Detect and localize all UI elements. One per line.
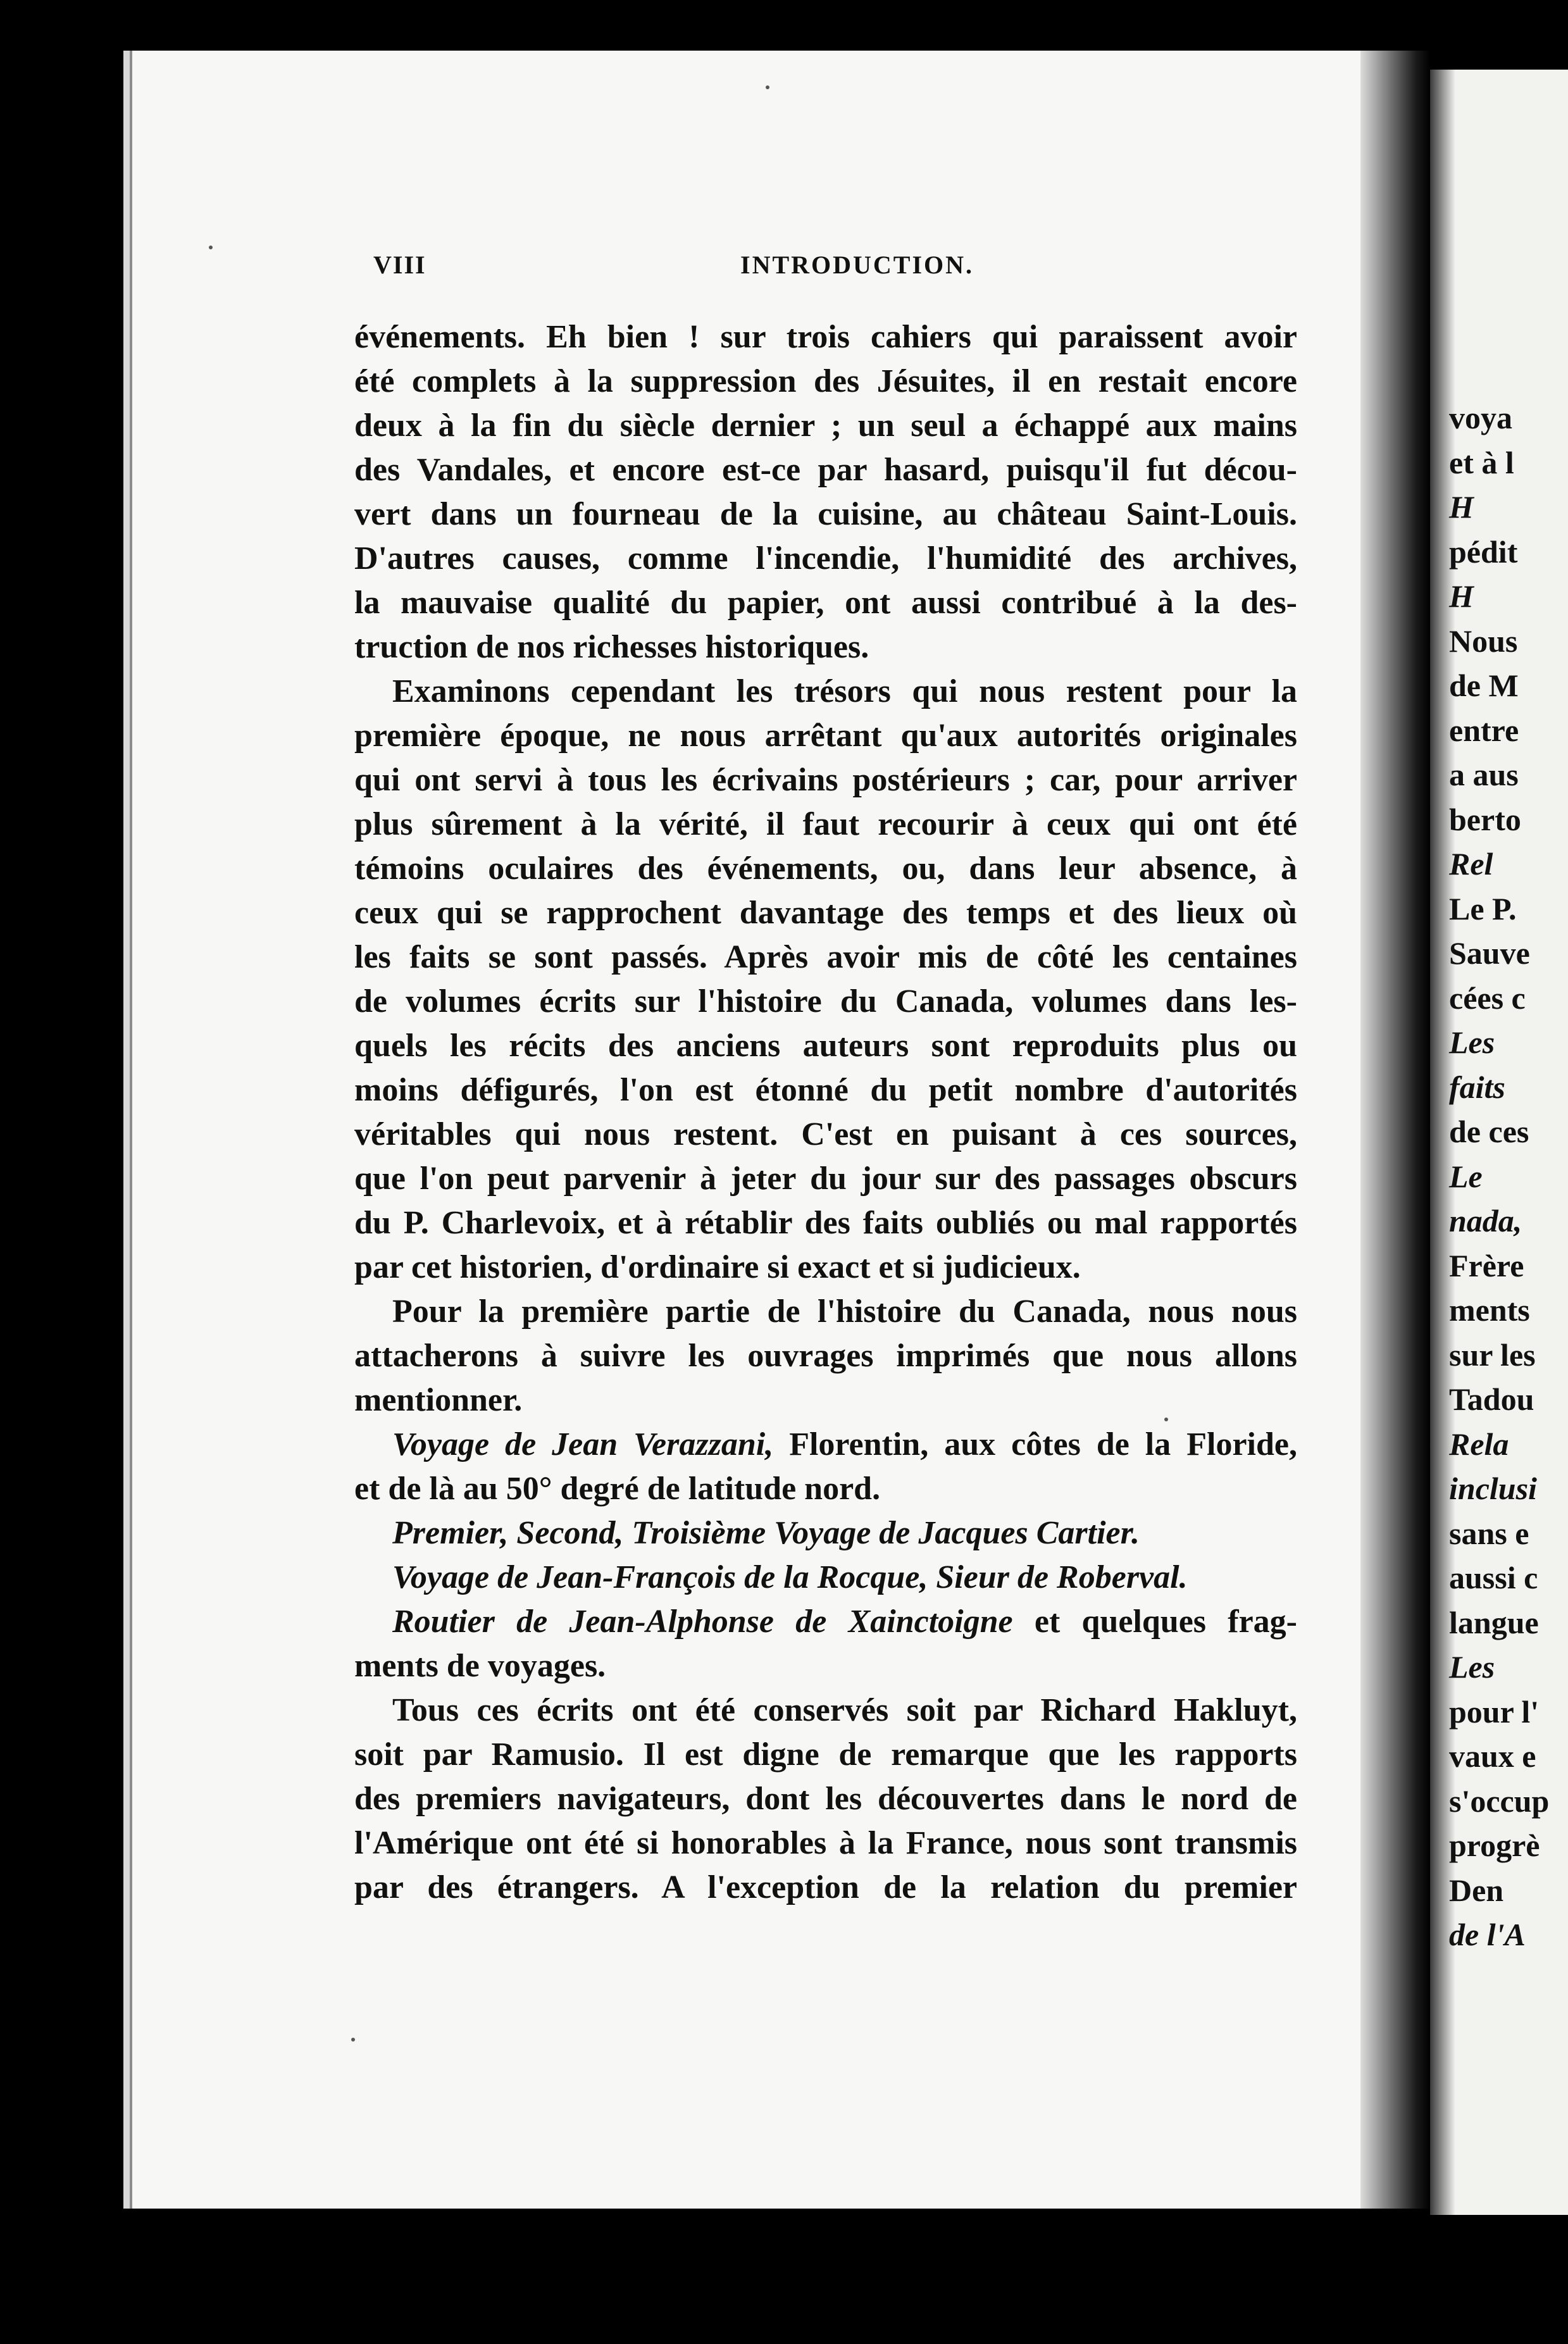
right-page-fragment: de M xyxy=(1449,668,1519,703)
paper-speck xyxy=(766,85,769,89)
text-line: Pour la première partie de l'histoire du Canada, nous nous xyxy=(392,1294,1297,1330)
text-line: attacherons à suivre les ouvrages imprimés que nous allons xyxy=(354,1338,1297,1374)
paper-speck xyxy=(351,2038,355,2042)
entry-title: Premier, Second, Troisième Voyage de Jacques Cartier. xyxy=(392,1515,1140,1551)
bibliography-entry-line xyxy=(354,1600,1297,1644)
text-line: quels les récits des anciens auteurs sont reproduits plus ou xyxy=(354,1028,1297,1064)
bibliography-entry-line xyxy=(354,1467,1297,1511)
text-line: par des étrangers. A l'exception de la relation du premier xyxy=(354,1869,1297,1905)
right-page-text-fragments xyxy=(1449,396,1568,1957)
right-page-fragment: H xyxy=(1449,489,1474,525)
text-line: que l'on peut parvenir à jeter du jour sur des passages obscurs xyxy=(354,1161,1297,1197)
right-page-fragment: progrè xyxy=(1449,1828,1540,1863)
right-page-fragment: Rel xyxy=(1449,846,1493,882)
right-page-fragment: faits xyxy=(1449,1069,1505,1105)
text-line: Examinons cependant les trésors qui nous restent pour la xyxy=(392,673,1297,709)
right-page-fragment: de l'A xyxy=(1449,1917,1526,1952)
right-page-fragment: entre xyxy=(1449,712,1519,748)
right-page-fragment: Rela xyxy=(1449,1426,1509,1462)
page-header xyxy=(373,250,1310,288)
paper-speck xyxy=(209,246,213,249)
text-line: la mauvaise qualité du papier, ont aussi contribué à la des- xyxy=(354,585,1297,621)
right-page-fragment: Frère xyxy=(1449,1247,1524,1283)
right-page-fragment: vaux e xyxy=(1449,1738,1536,1774)
text-line: par cet historien, d'ordinaire si exact et si judicieux. xyxy=(354,1249,1081,1285)
bibliography-entry-line xyxy=(354,1555,1297,1600)
entry-text: ments de voyages. xyxy=(354,1648,606,1684)
text-line: deux à la fin du siècle dernier ; un seul a échappé aux mains xyxy=(354,408,1297,444)
text-line: soit par Ramusio. Il est digne de remarque que les rapports xyxy=(354,1736,1297,1773)
text-line: moins défigurés, l'on est étonné du petit nombre d'autorités xyxy=(354,1072,1297,1108)
right-page-fragment: et à l xyxy=(1449,444,1514,480)
right-page-fragment: langue xyxy=(1449,1604,1539,1640)
right-page-fragment: s'occup xyxy=(1449,1783,1550,1819)
paper-speck xyxy=(1164,1418,1168,1421)
right-page-fragment: Les xyxy=(1449,1025,1495,1060)
text-line: première époque, ne nous arrêtant qu'aux autorités originales xyxy=(354,718,1297,754)
text-line: du P. Charlevoix, et à rétablir des faits oubliés ou mal rapportés xyxy=(354,1205,1297,1241)
text-line: ceux qui se rapprochent davantage des temps et des lieux où xyxy=(354,895,1297,931)
right-page-fragment: sans e xyxy=(1449,1515,1529,1551)
text-line: des Vandales, et encore est-ce par hasard, puisqu'il fut décou- xyxy=(354,452,1297,488)
text-line: des premiers navigateurs, dont les découvertes dans le nord de xyxy=(354,1781,1297,1817)
text-line: témoins oculaires des événements, ou, dans leur absence, à xyxy=(354,851,1297,887)
bibliography-entry-line xyxy=(354,1423,1297,1467)
body-text xyxy=(354,315,1297,1910)
bibliography-entry-line xyxy=(354,1511,1297,1555)
right-page-fragment: inclusi xyxy=(1449,1471,1537,1506)
text-line: événements. Eh bien ! sur trois cahiers qui paraissent avoir xyxy=(354,319,1297,355)
right-page-fragment: H xyxy=(1449,578,1474,614)
text-line: qui ont servi à tous les écrivains postérieurs ; car, pour arriver xyxy=(354,762,1297,798)
text-line: les faits se sont passés. Après avoir mis de côté les centaines xyxy=(354,939,1297,975)
entry-title: Routier de Jean-Alphonse de Xainctoigne xyxy=(392,1604,1013,1640)
right-page-fragment: berto xyxy=(1449,801,1521,837)
entry-text: Florentin, aux côtes de la Floride, xyxy=(773,1426,1297,1462)
text-line: plus sûrement à la vérité, il faut recourir à ceux qui ont été xyxy=(354,806,1297,842)
text-line: vert dans un fourneau de la cuisine, au château Saint-Louis. xyxy=(354,496,1297,532)
right-page-fragment: nada, xyxy=(1449,1203,1522,1238)
text-line: Tous ces écrits ont été conservés soit par Richard Hakluyt, xyxy=(392,1692,1297,1728)
right-page-fragment: Les xyxy=(1449,1649,1495,1685)
page-number: VIII xyxy=(373,251,426,279)
right-page-fragment: Sauve xyxy=(1449,935,1530,971)
entry-text: et de là au 50° degré de latitude nord. xyxy=(354,1471,881,1507)
right-page-edge xyxy=(1430,70,1568,2215)
right-page-fragment: Le xyxy=(1449,1158,1483,1194)
entry-title: Voyage de Jean Verazzani, xyxy=(392,1426,774,1462)
right-page-fragment: Nous xyxy=(1449,623,1518,659)
text-line: de volumes écrits sur l'histoire du Canada, volumes dans les- xyxy=(354,983,1297,1019)
right-page-fragment: sur les xyxy=(1449,1337,1536,1373)
right-page-fragment: voya xyxy=(1449,400,1512,435)
bibliography-entry-line xyxy=(354,1644,1297,1688)
text-line: l'Amérique ont été si honorables à la France, nous sont transmis xyxy=(354,1825,1297,1861)
right-page-fragment: pédit xyxy=(1449,533,1518,570)
right-page-fragment: cées c xyxy=(1449,980,1526,1016)
gutter-shadow xyxy=(1360,51,1430,2209)
text-line: été complets à la suppression des Jésuites, il en restait encore xyxy=(354,363,1297,399)
text-line: truction de nos richesses historiques. xyxy=(354,629,869,665)
right-page-fragment: aussi c xyxy=(1449,1560,1538,1595)
running-title: INTRODUCTION. xyxy=(740,251,974,279)
right-page-fragment: pour l' xyxy=(1449,1693,1540,1730)
right-page-fragment: Den xyxy=(1449,1872,1504,1908)
text-line: mentionner. xyxy=(354,1382,523,1418)
right-page-fragment: Tadou xyxy=(1449,1381,1534,1417)
right-page-fragment: a aus xyxy=(1449,757,1519,792)
right-page-fragment: Le P. xyxy=(1449,890,1517,926)
text-line: véritables qui nous restent. C'est en puisant à ces sources, xyxy=(354,1116,1297,1152)
entry-text: et quelques frag- xyxy=(1012,1604,1297,1640)
entry-title: Voyage de Jean-François de la Rocque, Sieur de Roberval. xyxy=(392,1559,1188,1595)
right-page-fragment: ments xyxy=(1449,1292,1530,1328)
text-line: D'autres causes, comme l'incendie, l'humidité des archives, xyxy=(354,540,1297,577)
right-page-fragment: de ces xyxy=(1449,1114,1529,1149)
